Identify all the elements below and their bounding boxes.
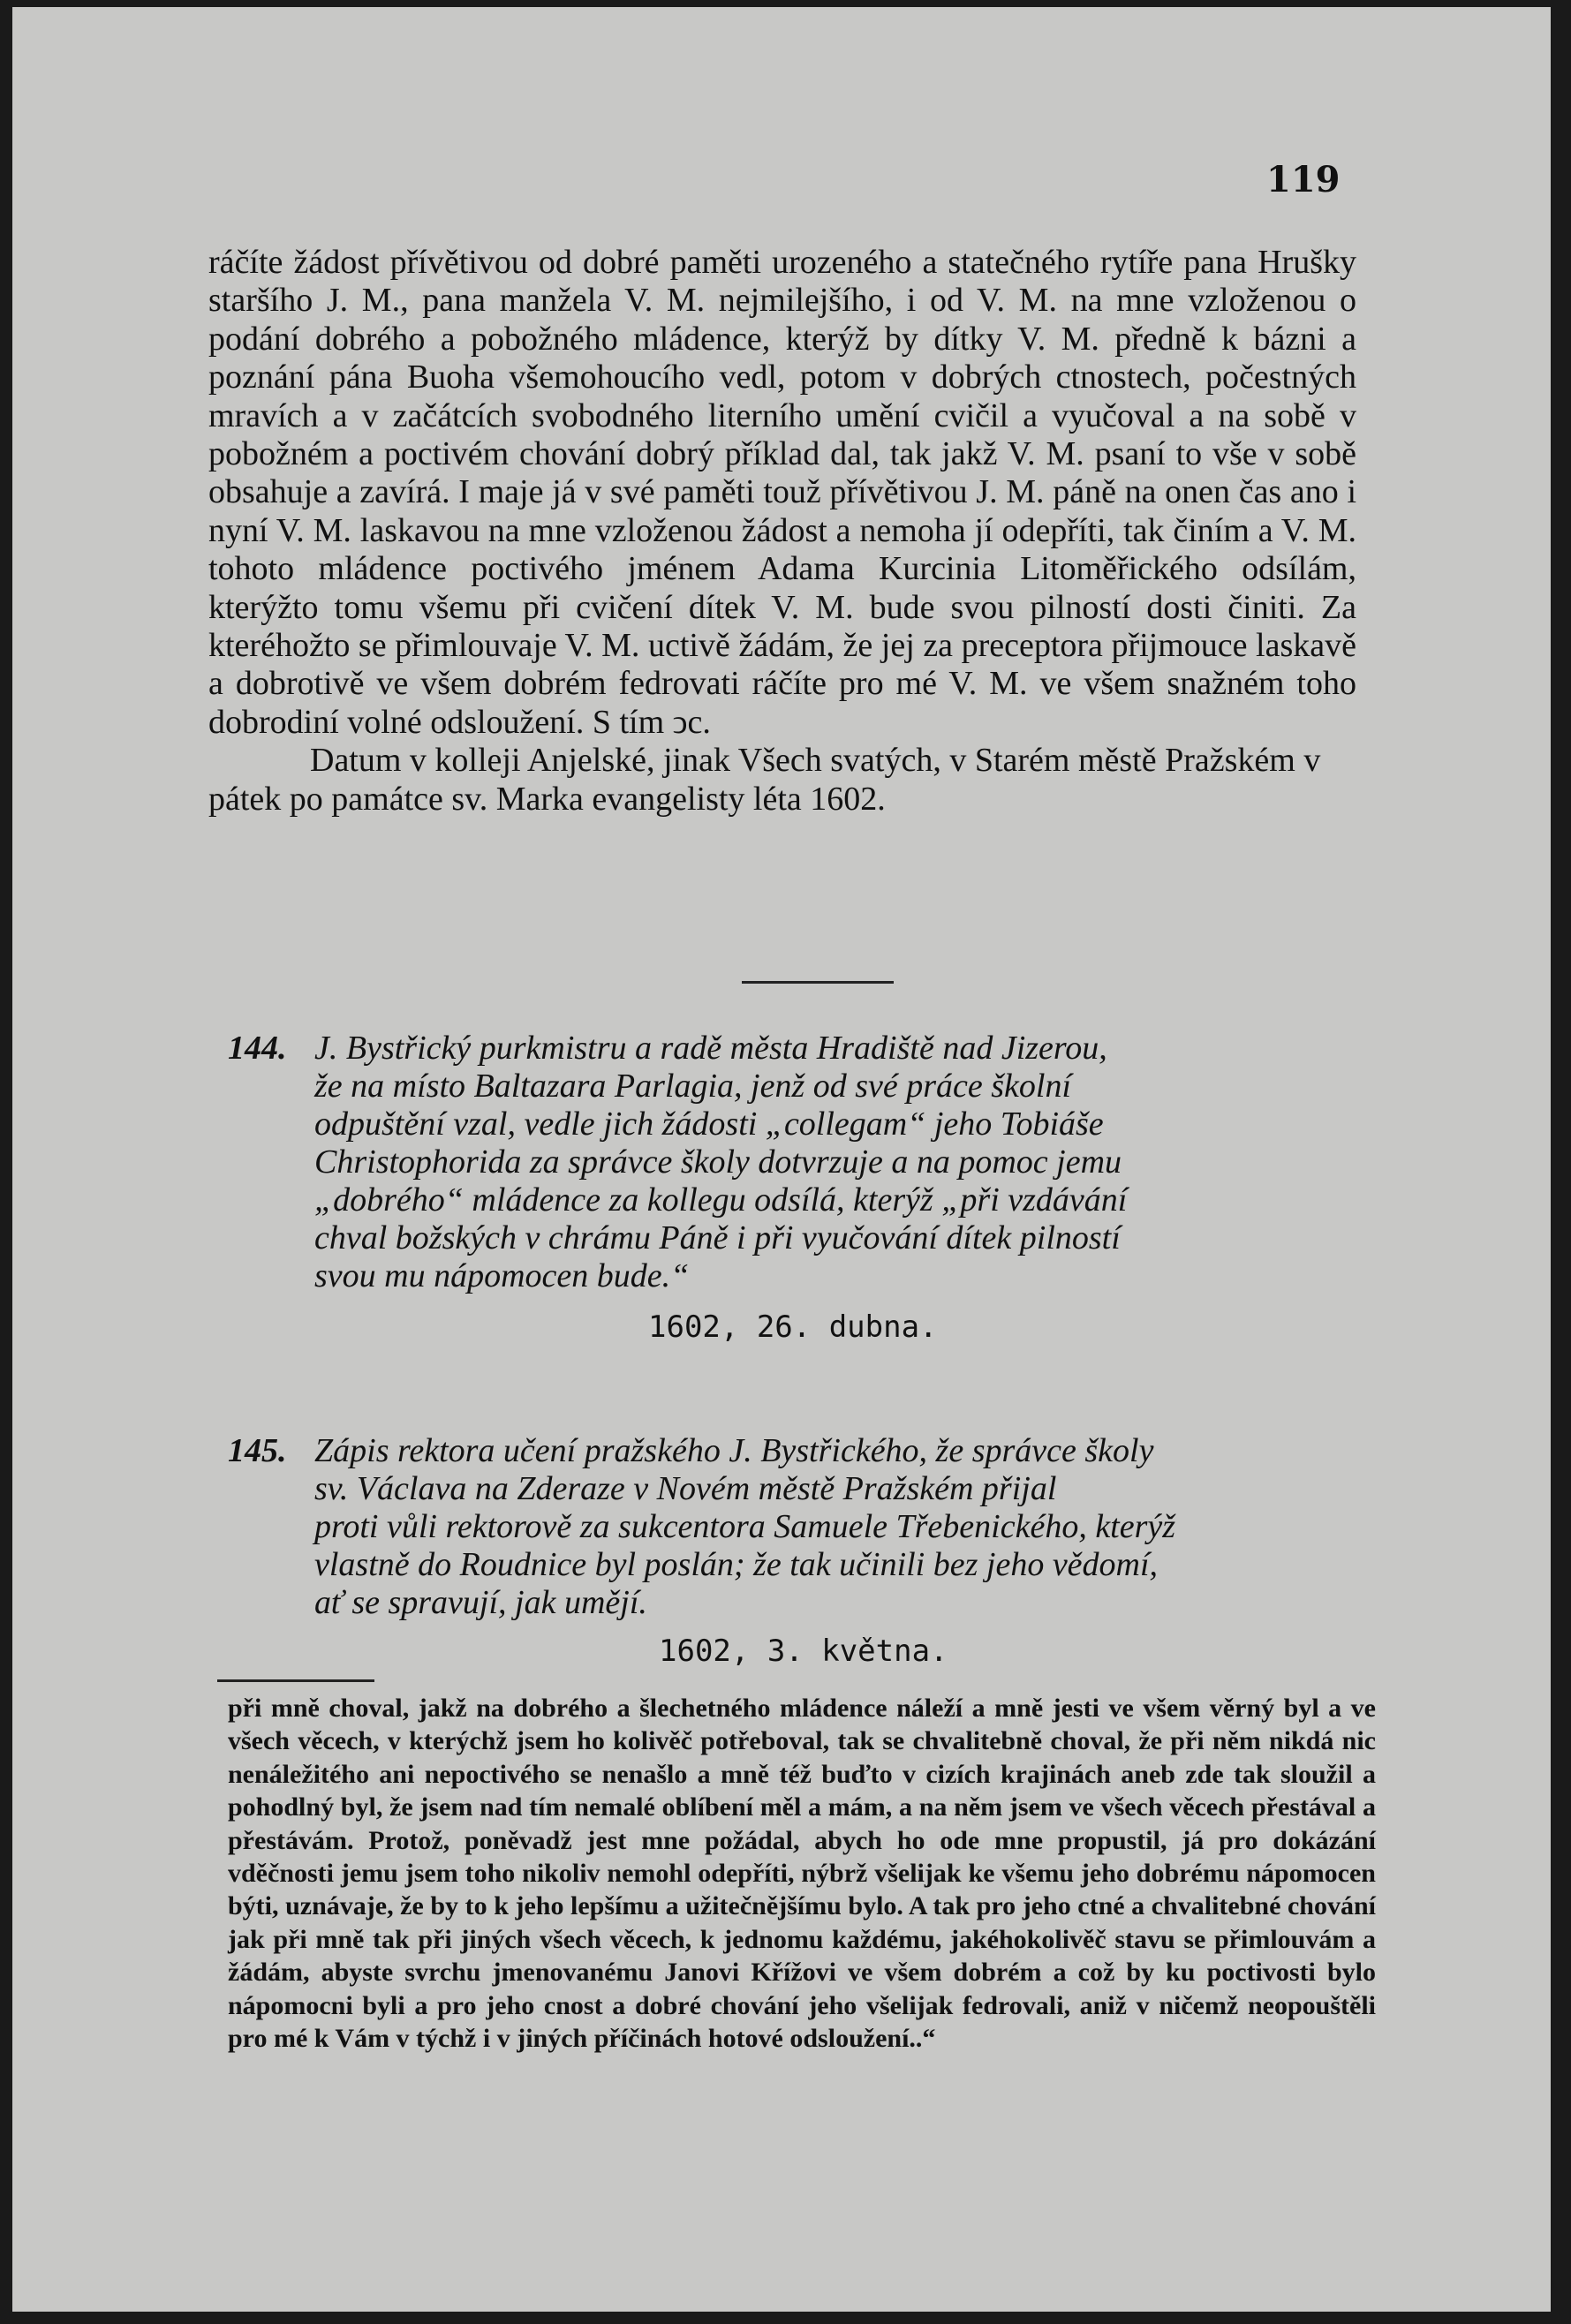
entry-number: 144.	[228, 1030, 287, 1067]
entry-line: Zápis rektora učení pražského J. Bystřického, že správce školy	[314, 1432, 1154, 1469]
entry-line: Christophorida za správce školy dotvrzuje a na pomoc jemu	[314, 1143, 1122, 1181]
entry-heading-line	[228, 1432, 1358, 1470]
entry-line: sv. Václava na Zderaze v Novém městě Pražském přijal	[314, 1470, 1057, 1507]
entry-line: „dobrého“ mládence za kollegu odsílá, kterýž „při vzdávání	[314, 1181, 1128, 1219]
entry-number: 145.	[228, 1432, 287, 1469]
page-number: 119	[1266, 159, 1341, 200]
main-letter-text	[208, 244, 1356, 819]
entry-date: 1602, 3. května.	[659, 1634, 948, 1669]
entry-date: 1602, 26. dubna.	[648, 1309, 938, 1345]
book-page	[12, 7, 1551, 2312]
entry-line: J. Bystřický purkmistru a radě města Hradiště nad Jizerou,	[314, 1030, 1107, 1067]
entry-line: proti vůli rektorově za sukcentora Samuele Třebenického, kterýž	[314, 1508, 1176, 1545]
footnote-text: při mně choval, jakž na dobrého a šlechetného mládence náleží a mně jesti ve všem věrný byl a ve všech věcech, v kterýchž jsem ho kolivěč potřeboval, tak se chvalitebně choval, že při něm nikdá nic nenáležitého ani nepoctivého se nenašlo a mně též buďto v cizích krajinách aneb zde tak sloužil a pohodlný byl, že jsem nad tím nemalé oblíbení měl a mám, a na něm jsem ve všech věcech přestával a přestávám. Protož, poněvadž jest mne požádal, abych ho ode mne propustil, já pro dokázání vděčnosti jemu jsem toho nikoliv nemohl odepříti, nýbrž všelijak ke všemu jeho dobrému nápomocen býti, uznávaje, že by to k jeho lepšímu a užitečnějšímu bylo. A tak pro jeho ctné a chvalitebné chování jak při mně tak při jiných všech věcech, k jednomu každému, jakéhokolivěč stavu se přimlouvám a žádám, abyste svrchu jmenovanému Janovi Křížovi ve všem dobrém a což by ku poctivosti bylo nápomocni byli a pro jeho cnost a dobré chování jeho všelijak fedrovali, aniž v ničemž neopouštěli pro mé k Vám v týchž i v jiných příčinách hotové odsloužení..“	[228, 1694, 1376, 2054]
section-divider-rule	[742, 981, 894, 984]
letter-dating-paragraph: Datum v kolleji Anjelské, jinak Všech svatých, v Starém městě Pražském v pátek po památce sv. Marka evangelisty léta 1602.	[208, 742, 1321, 818]
entry-line: svou mu nápomocen bude.“	[314, 1257, 690, 1294]
entry-line: že na místo Baltazara Parlagia, jenž od své práce školní	[314, 1068, 1072, 1105]
entry-heading-line	[228, 1030, 1358, 1068]
entry-line: ať se spravují, jak umějí.	[314, 1584, 647, 1621]
entry-line: chval božských v chrámu Páně i při vyučování dítek pilností	[314, 1219, 1121, 1256]
footnote-rule	[217, 1679, 374, 1682]
entry-line: odpuštění vzal, vedle jich žádosti „collegam“ jeho Tobiáše	[314, 1105, 1104, 1143]
entry-144	[228, 1030, 1358, 1295]
entry-line: vlastně do Roudnice byl poslán; že tak učinili bez jeho vědomí,	[314, 1546, 1159, 1583]
footnote	[228, 1692, 1376, 2055]
letter-paragraph-1: ráčíte žádost přívětivou od dobré paměti urozeného a statečného rytíře pana Hrušky staršího J. M., pana manžela V. M. nejmilejšího, i od V. M. na mne vzloženou o podání dobrého a pobožného mládence, kterýž by dítky V. M. předně k bázni a poznání pána Buoha všemohoucího vedl, potom v dobrých ctnostech, počestných mravích a v začátcích svobodného literního umění cvičil a vyučoval a na sobě v pobožném a poctivém chování dobrý příklad dal, tak jakž V. M. psaní to vše v sobě obsahuje a zavírá. I maje já v své paměti touž přívětivou J. M. páně na onen čas ano i nyní V. M. laskavou na mne vzloženou žádost a nemoha jí odepříti, tak činím a V. M. tohoto mládence poctivého jménem Adama Kurcinia Litoměřického odsílám, kterýžto tomu všemu při cvičení dítek V. M. bude svou pilností dosti činiti. Za kteréhožto se přimlouvaje V. M. uctivě žádám, že jej za preceptora přijmouce laskavě a dobrotivě ve všem dobrém fedrovati ráčíte pro mé V. M. ve všem snažném toho dobrodiní volné odsloužení. S tím ͻc.	[208, 244, 1356, 741]
entry-145	[228, 1432, 1358, 1622]
